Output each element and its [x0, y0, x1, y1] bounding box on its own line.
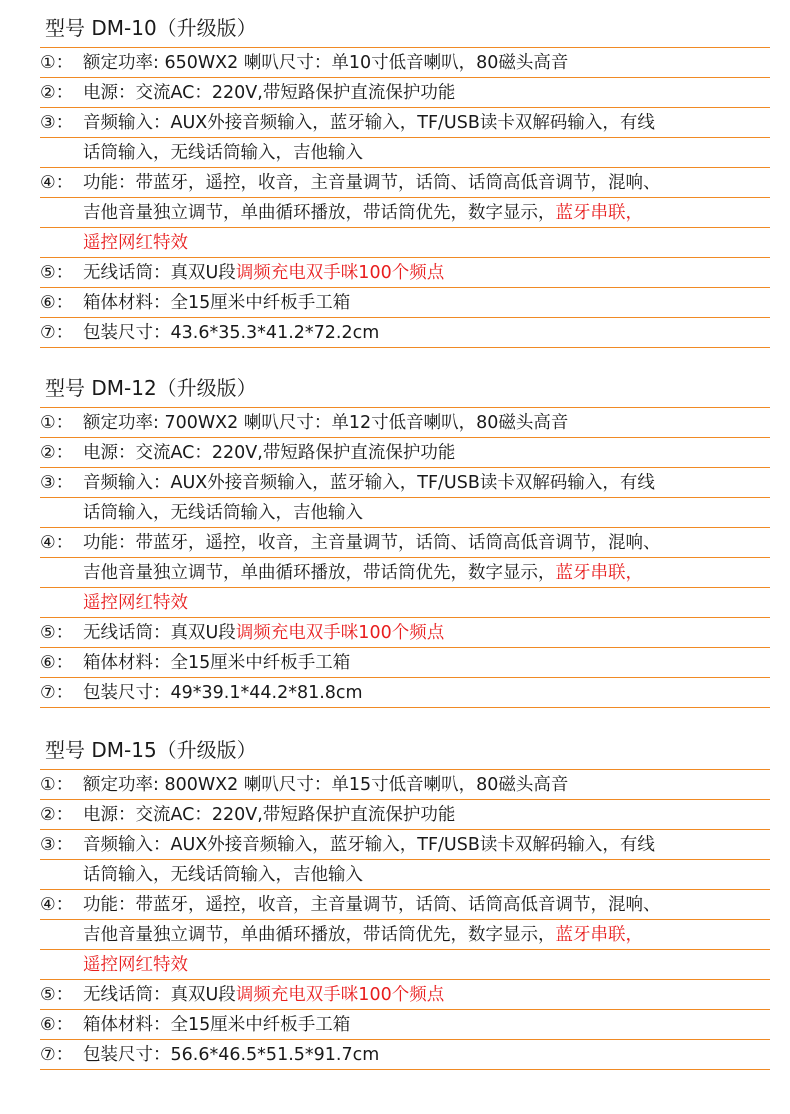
spec-text: 额定功率: 800WX2 喇叭尺寸：单15寸低音喇叭，80磁头高音: [83, 775, 569, 795]
spec-text: 吉他音量独立调节，单曲循环播放，带话筒优先，数字显示，: [83, 203, 556, 223]
spec-number: ④：: [40, 533, 74, 553]
spec-number: ①：: [40, 53, 74, 73]
spec-number: ⑦：: [40, 1045, 74, 1065]
spec-number: ②：: [40, 443, 74, 463]
spec-highlight: 遥控网红特效: [83, 593, 188, 613]
spec-functions-cont2: [40, 228, 770, 258]
spec-power-supply: [40, 438, 770, 468]
spec-wireless-mic: [40, 980, 770, 1010]
spec-highlight: 蓝牙串联，: [555, 925, 643, 945]
spec-audio-input: [40, 108, 770, 138]
spec-text: 音频输入：AUX外接音频输入，蓝牙输入，TF/USB读卡双解码输入，有线: [83, 835, 655, 855]
spec-text: 音频输入：AUX外接音频输入，蓝牙输入，TF/USB读卡双解码输入，有线: [83, 473, 655, 493]
spec-functions-cont: [40, 558, 770, 588]
spec-number: ⑥：: [40, 1015, 74, 1035]
spec-highlight: 遥控网红特效: [83, 955, 188, 975]
spec-text: 箱体材料：全15厘米中纤板手工箱: [83, 1015, 351, 1035]
spec-text: 无线话筒：真双U段: [83, 985, 236, 1005]
spec-audio-input: [40, 468, 770, 498]
spec-power: [40, 770, 770, 800]
spec-text: 包装尺寸：43.6*35.3*41.2*72.2cm: [83, 323, 380, 343]
spec-functions-cont: [40, 198, 770, 228]
spec-material: [40, 288, 770, 318]
spec-audio-input-cont: 话筒输入，无线话筒输入，吉他输入: [40, 138, 770, 168]
spec-power-supply: [40, 78, 770, 108]
spec-number: ④：: [40, 173, 74, 193]
model-title: 型号 DM-15（升级版）: [40, 730, 770, 770]
spec-text: 无线话筒：真双U段: [83, 623, 236, 643]
spec-package-size: [40, 318, 770, 348]
spec-functions-cont2: [40, 588, 770, 618]
spec-number: ③：: [40, 473, 74, 493]
spec-audio-input-cont: 话筒输入，无线话筒输入，吉他输入: [40, 860, 770, 890]
spec-power: [40, 408, 770, 438]
spec-text: 音频输入：AUX外接音频输入，蓝牙输入，TF/USB读卡双解码输入，有线: [83, 113, 655, 133]
spec-text: 额定功率: 700WX2 喇叭尺寸：单12寸低音喇叭，80磁头高音: [83, 413, 569, 433]
spec-text: 包装尺寸：56.6*46.5*51.5*91.7cm: [83, 1045, 380, 1065]
spec-wireless-mic: [40, 618, 770, 648]
spec-material: [40, 648, 770, 678]
spec-number: ⑦：: [40, 323, 74, 343]
spec-text: 无线话筒：真双U段: [83, 263, 236, 283]
spec-number: ②：: [40, 83, 74, 103]
spec-text: 电源：交流AC：220V,带短路保护直流保护功能: [83, 805, 456, 825]
model-dm10-section: [40, 8, 770, 348]
spec-text: 吉他音量独立调节，单曲循环播放，带话筒优先，数字显示，: [83, 925, 556, 945]
spec-highlight: 蓝牙串联，: [555, 203, 643, 223]
spec-number: ④：: [40, 895, 74, 915]
spec-number: ①：: [40, 413, 74, 433]
spec-text: 吉他音量独立调节，单曲循环播放，带话筒优先，数字显示，: [83, 563, 556, 583]
spec-wireless-mic: [40, 258, 770, 288]
spec-number: ⑦：: [40, 683, 74, 703]
spec-functions-cont2: [40, 950, 770, 980]
spec-text: 箱体材料：全15厘米中纤板手工箱: [83, 293, 351, 313]
spec-number: ⑤：: [40, 623, 74, 643]
spec-functions: [40, 168, 770, 198]
spec-power-supply: [40, 800, 770, 830]
spec-text: 箱体材料：全15厘米中纤板手工箱: [83, 653, 351, 673]
spec-power: [40, 48, 770, 78]
model-title: 型号 DM-12（升级版）: [40, 368, 770, 408]
model-title: 型号 DM-10（升级版）: [40, 8, 770, 48]
spec-number: ①：: [40, 775, 74, 795]
spec-highlight: 蓝牙串联，: [555, 563, 643, 583]
spec-number: ⑤：: [40, 263, 74, 283]
spec-highlight: 调频充电双手咪100个频点: [235, 263, 445, 283]
spec-highlight: 调频充电双手咪100个频点: [235, 623, 445, 643]
spec-package-size: [40, 1040, 770, 1070]
spec-number: ⑤：: [40, 985, 74, 1005]
spec-package-size: [40, 678, 770, 708]
spec-number: ③：: [40, 113, 74, 133]
spec-text: 包装尺寸：49*39.1*44.2*81.8cm: [83, 683, 363, 703]
spec-text: 电源：交流AC：220V,带短路保护直流保护功能: [83, 83, 456, 103]
spec-functions: [40, 528, 770, 558]
spec-functions-cont: [40, 920, 770, 950]
spec-number: ②：: [40, 805, 74, 825]
model-dm12-section: [40, 368, 770, 708]
spec-number: ⑥：: [40, 293, 74, 313]
spec-text: 功能：带蓝牙，遥控，收音，主音量调节，话筒、话筒高低音调节，混响、: [83, 173, 661, 193]
spec-text: 功能：带蓝牙，遥控，收音，主音量调节，话筒、话筒高低音调节，混响、: [83, 533, 661, 553]
spec-highlight: 遥控网红特效: [83, 233, 188, 253]
spec-text: 功能：带蓝牙，遥控，收音，主音量调节，话筒、话筒高低音调节，混响、: [83, 895, 661, 915]
spec-material: [40, 1010, 770, 1040]
spec-text: 电源：交流AC：220V,带短路保护直流保护功能: [83, 443, 456, 463]
model-dm15-section: [40, 730, 770, 1070]
spec-text: 额定功率: 650WX2 喇叭尺寸：单10寸低音喇叭，80磁头高音: [83, 53, 569, 73]
spec-audio-input: [40, 830, 770, 860]
spec-number: ⑥：: [40, 653, 74, 673]
spec-highlight: 调频充电双手咪100个频点: [235, 985, 445, 1005]
spec-audio-input-cont: 话筒输入，无线话筒输入，吉他输入: [40, 498, 770, 528]
spec-number: ③：: [40, 835, 74, 855]
spec-functions: [40, 890, 770, 920]
